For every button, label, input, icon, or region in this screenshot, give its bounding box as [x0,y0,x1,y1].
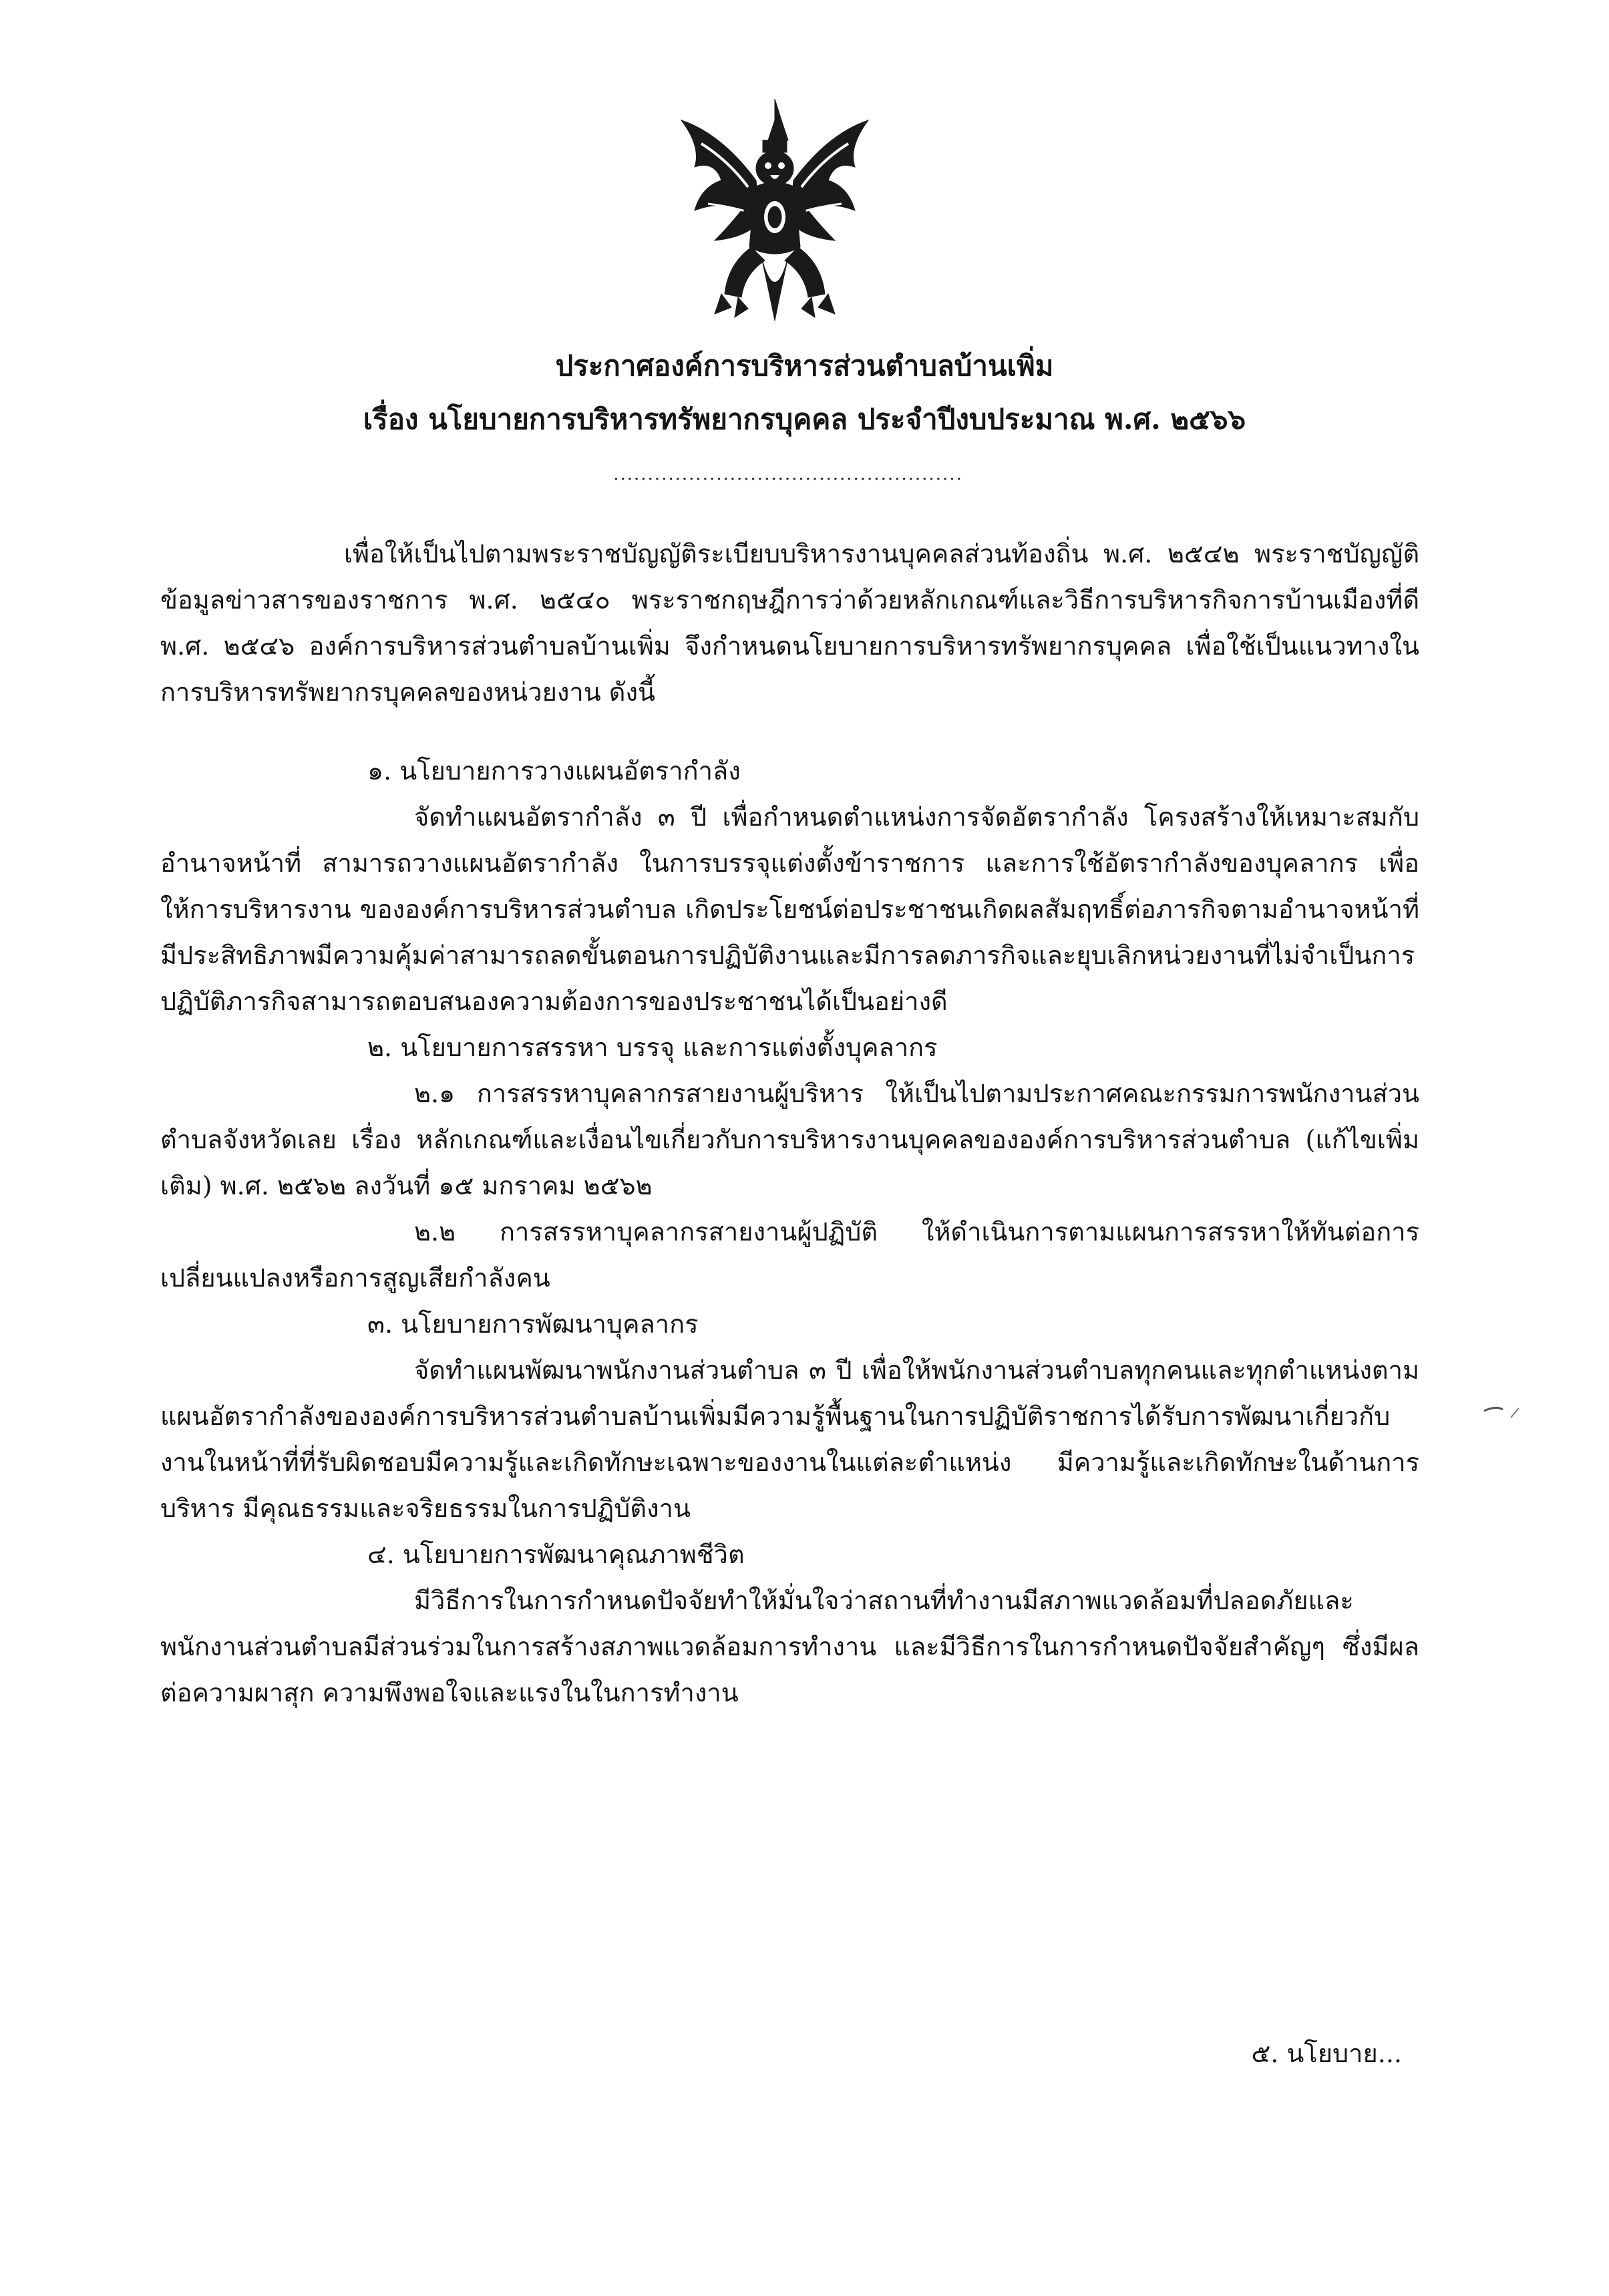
section-heading: ๑. นโยบายการวางแผนอัตรากำลัง [367,756,741,786]
intro-text: เพื่อให้เป็นไปตามพระราชบัญญัติระเบียบบริหารงานบุคคลส่วนท้องถิ่น พ.ศ. ๒๕๔๒ พระราชบัญญัติข้อมูลข่าวสารของราชการ พ.ศ. ๒๕๔๐ พระราชกฤษฎีการว่าด้วยหลักเกณฑ์และวิธีการบริหารกิจการบ้านเมืองที่ดี พ.ศ. ๒๕๔๖ องค์การบริหารส่วนตำบลบ้านเพิ่ม จึงกำหนดนโยบายการบริหารทรัพยากรบุคคล เพื่อใช้เป็นแนวทางในการบริหารทรัพยากรบุคคลของหน่วยงาน ดังนี้ [160,539,1419,707]
scan-speck-icon [1483,1403,1523,1423]
policy-sections [160,748,1419,1716]
intro-paragraph [160,531,1419,715]
garuda-emblem-icon [675,94,875,334]
continuation-marker: ๕. นโยบาย... [1251,2039,1402,2068]
section-paragraph: จัดทำแผนอัตรากำลัง ๓ ปี เพื่อกำหนดตำแหน่งการจัดอัตรากำลัง โครงสร้างให้เหมาะสมกับอำนาจหน้าที่ สามารถวางแผนอัตรากำลัง ในการบรรจุแต่งตั้งข้าราชการ และการใช้อัตรากำลังของบุคลากร เพื่อให้การบริหารงาน ขององค์การบริหารส่วนตำบล เกิดประโยชน์ต่อประชาชนเกิดผลสัมฤทธิ์ต่อภารกิจตามอำนาจหน้าที่ มีประสิทธิภาพมีความคุ้มค่าสามารถลดขั้นตอนการปฏิบัติงานและมีการลดภารกิจและยุบเลิกหน่วยงานที่ไม่จำเป็นการปฏิบัติภารกิจสามารถตอบสนองความต้องการของประชาชนได้เป็นอย่างดี [160,802,1419,1016]
section-paragraph: ๒.๑ การสรรหาบุคลากรสายงานผู้บริหาร ให้เป็นไปตามประกาศคณะกรรมการพนักงานส่วนตำบลจังหวัดเลย เรื่อง หลักเกณฑ์และเงื่อนไขเกี่ยวกับการบริหารงานบุคคลขององค์การบริหารส่วนตำบล (แก้ไขเพิ่มเติม) พ.ศ. ๒๕๖๒ ลงวันที่ ๑๕ มกราคม ๒๕๖๒ [160,1079,1419,1200]
section-heading: ๒. นโยบายการสรรหา บรรจุ และการแต่งตั้งบุคลากร [367,1033,938,1062]
section-heading: ๔. นโยบายการพัฒนาคุณภาพชีวิต [367,1540,745,1569]
section-paragraph: มีวิธีการในการกำหนดปัจจัยทำให้มั่นใจว่าสถานที่ทำงานมีสภาพแวดล้อมที่ปลอดภัยและพนักงานส่วนตำบลมีส่วนร่วมในการสร้างสภาพแวดล้อมการทำงาน และมีวิธีการในการกำหนดปัจจัยสำคัญๆ ซึ่งมีผลต่อความผาสุก ความพึงพอใจและแรงในในการทำงาน [160,1586,1419,1707]
section-paragraph: ๒.๒ การสรรหาบุคลากรสายงานผู้ปฏิบัติ ให้ดำเนินการตามแผนการสรรหาให้ทันต่อการเปลี่ยนแปลงหรือการสูญเสียกำลังคน [160,1217,1419,1293]
dotted-divider: ................................................... [613,464,963,484]
announcement-title: ประกาศองค์การบริหารส่วนตำบลบ้านเพิ่ม [555,349,1054,382]
section-paragraph: จัดทำแผนพัฒนาพนักงานส่วนตำบล ๓ ปี เพื่อให้พนักงานส่วนตำบลทุกคนและทุกตำแหน่งตามแผนอัตรากำลังขององค์การบริหารส่วนตำบลบ้านเพิ่มมีความรู้พื้นฐานในการปฏิบัติราชการได้รับการพัฒนาเกี่ยวกับงานในหน้าที่ที่รับผิดชอบมีความรู้และเกิดทักษะเฉพาะของงานในแต่ละตำแหน่ง มีความรู้และเกิดทักษะในด้านการบริหาร มีคุณธรรมและจริยธรรมในการปฏิบัติงาน [160,1355,1419,1523]
section-heading: ๓. นโยบายการพัฒนาบุคลากร [367,1309,699,1339]
announcement-subject: เรื่อง นโยบายการบริหารทรัพยากรบุคคล ประจำปีงบประมาณ พ.ศ. ๒๕๖๖ [363,403,1246,436]
